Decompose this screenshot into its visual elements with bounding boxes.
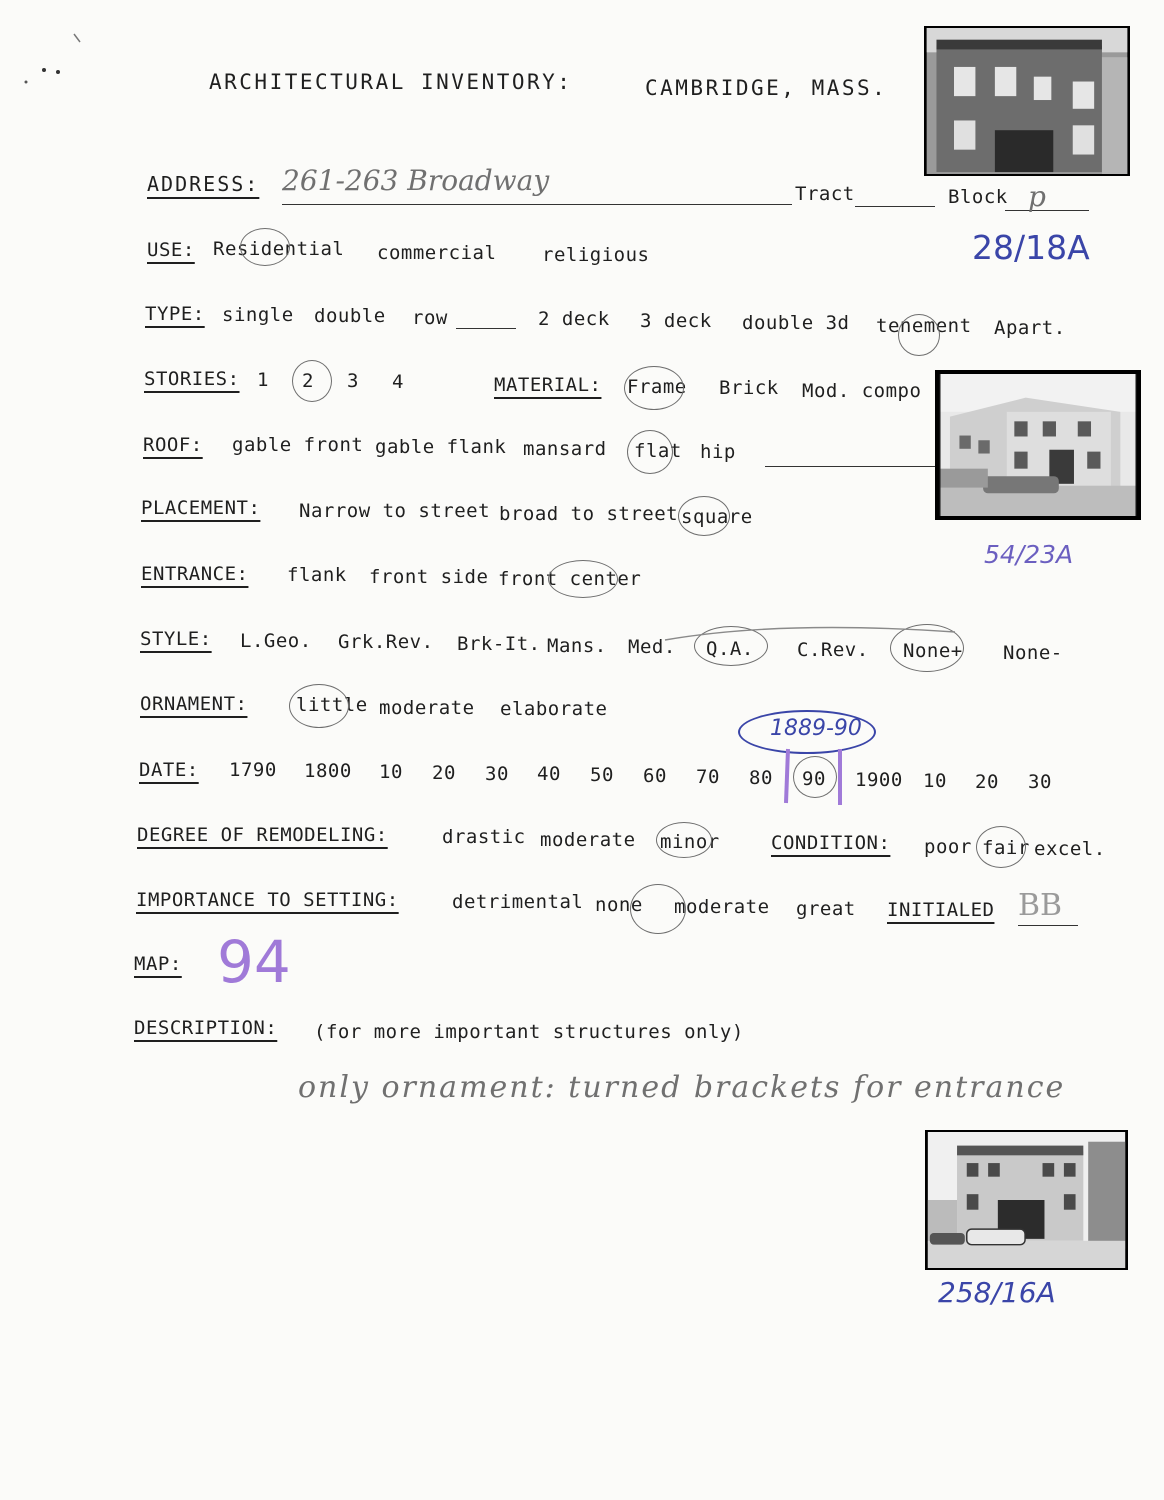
date-option-1800: 1800 — [304, 760, 352, 782]
type-row-line — [456, 328, 516, 329]
style-option-qa: Q.A. — [706, 638, 754, 660]
type-option-tenement: tenement — [876, 315, 972, 337]
type-option-apart: Apart. — [994, 317, 1066, 339]
photo-ref-3: 258/16A — [938, 1276, 1056, 1309]
date-option-60: 60 — [643, 765, 667, 787]
use-selected-mark — [240, 228, 290, 266]
block-line — [1005, 210, 1089, 211]
roof-option-mansard: mansard — [523, 438, 607, 460]
building-photo-2 — [935, 370, 1141, 520]
roof-selected-mark — [627, 430, 673, 474]
material-option-brick: Brick — [719, 377, 779, 399]
importance-option-moderate: moderate — [674, 896, 770, 918]
placement-selected-mark — [678, 496, 730, 536]
date-label: DATE: — [139, 759, 199, 781]
remodeling-option-moderate: moderate — [540, 829, 636, 851]
date-option-1910: 10 — [923, 770, 947, 792]
remodeling-option-drastic: drastic — [442, 826, 526, 848]
date-option-1790: 1790 — [229, 759, 277, 781]
placement-label: PLACEMENT: — [141, 497, 261, 519]
material-label: MATERIAL: — [494, 374, 602, 396]
style-label: STYLE: — [140, 628, 212, 650]
entrance-option-front-center: front center — [498, 568, 642, 590]
type-option-row: row — [412, 307, 448, 329]
entrance-label: ENTRANCE: — [141, 563, 249, 585]
date-option-1900: 1900 — [855, 769, 903, 791]
stories-option-2: 2 — [302, 370, 314, 392]
roof-label: ROOF: — [143, 434, 203, 456]
stories-selected-mark — [292, 360, 332, 402]
description-text: only ornament: turned brackets for entrance — [298, 1070, 1066, 1105]
importance-option-none: none — [595, 894, 643, 916]
use-option-religious: religious — [542, 244, 650, 266]
building-photo-1 — [924, 26, 1130, 176]
style-option-crev: C.Rev. — [797, 639, 869, 661]
date-purple-marks — [780, 745, 850, 807]
style-option-lgeo: L.Geo. — [240, 630, 312, 652]
form-place: CAMBRIDGE, MASS. — [645, 76, 888, 100]
placement-option-broad: broad to street — [499, 503, 679, 525]
block-value: p — [1028, 180, 1046, 213]
initialed-line — [1018, 925, 1078, 926]
photo-ref-2: 54/23A — [984, 540, 1074, 569]
use-option-residential: Residential — [213, 238, 345, 260]
style-option-mans: Mans. — [547, 635, 607, 657]
date-option-30: 30 — [485, 763, 509, 785]
material-option-mod-compo: Mod. compo — [802, 380, 922, 402]
condition-selected-mark — [976, 826, 1026, 868]
importance-label: IMPORTANCE TO SETTING: — [136, 889, 399, 911]
description-label: DESCRIPTION: — [134, 1017, 278, 1039]
roof-other-line — [765, 466, 935, 467]
description-hint: (for more important structures only) — [314, 1021, 744, 1043]
importance-option-detrimental: detrimental — [452, 891, 584, 913]
ornament-option-elaborate: elaborate — [500, 698, 608, 720]
entrance-selected-mark — [548, 560, 618, 598]
stories-label: STORIES: — [144, 368, 240, 390]
type-option-2-deck: 2 deck — [538, 308, 610, 330]
building-photo-3 — [925, 1130, 1128, 1270]
use-label: USE: — [147, 239, 195, 261]
date-option-1920: 20 — [975, 771, 999, 793]
initialed-value: BB — [1018, 888, 1063, 923]
type-option-3-deck: 3 deck — [640, 310, 712, 332]
stories-option-4: 4 — [392, 371, 404, 393]
date-option-80: 80 — [749, 767, 773, 789]
address-line — [282, 204, 792, 205]
date-option-10: 10 — [379, 761, 403, 783]
type-selected-mark — [898, 314, 940, 356]
style-option-none-minus: None- — [1003, 642, 1063, 664]
placement-option-square: square — [681, 506, 753, 528]
map-label: MAP: — [134, 953, 182, 975]
remodeling-option-minor: minor — [660, 831, 720, 853]
roof-option-gable-front: gable front — [232, 434, 364, 456]
use-option-commercial: commercial — [377, 242, 497, 264]
type-option-double: double — [314, 305, 386, 327]
type-label: TYPE: — [145, 303, 205, 325]
condition-option-excel: excel. — [1034, 838, 1106, 860]
date-note: 1889-90 — [770, 716, 862, 741]
placement-option-narrow: Narrow to street — [299, 500, 491, 522]
material-selected-mark — [624, 366, 684, 410]
ornament-label: ORNAMENT: — [140, 693, 248, 715]
address-label: ADDRESS: — [147, 172, 260, 196]
stories-option-1: 1 — [257, 369, 269, 391]
roof-option-gable-flank: gable flank — [375, 436, 507, 458]
block-label: Block — [948, 186, 1008, 208]
photo-ref-1: 28/18A — [972, 228, 1090, 267]
date-option-70: 70 — [696, 766, 720, 788]
importance-selected-mark — [630, 884, 686, 934]
type-option-single: single — [222, 304, 294, 326]
date-option-1930: 30 — [1028, 771, 1052, 793]
style-pencil-arc — [660, 618, 960, 648]
entrance-option-flank: flank — [287, 564, 347, 586]
map-value: 94 — [217, 928, 291, 996]
style-option-med: Med. — [628, 636, 676, 658]
material-option-frame: Frame — [627, 376, 687, 398]
stories-option-3: 3 — [347, 370, 359, 392]
entrance-option-front-side: front side — [369, 566, 489, 588]
date-option-50: 50 — [590, 764, 614, 786]
roof-option-flat: flat — [634, 440, 682, 462]
date-option-40: 40 — [537, 763, 561, 785]
roof-option-hip: hip — [700, 441, 736, 463]
tract-label: Tract — [795, 183, 855, 205]
style-option-grkrev: Grk.Rev. — [338, 631, 434, 653]
importance-option-great: great — [796, 898, 856, 920]
tract-line — [855, 206, 935, 207]
ornament-option-little: little — [296, 694, 368, 716]
style-option-none-plus: None+ — [903, 640, 963, 662]
condition-label: CONDITION: — [771, 832, 891, 854]
ornament-option-moderate: moderate — [379, 697, 475, 719]
type-option-double-3d: double 3d — [742, 312, 850, 334]
remodeling-selected-mark — [656, 822, 712, 858]
remodeling-label: DEGREE OF REMODELING: — [137, 824, 388, 846]
address-value: 261-263 Broadway — [282, 164, 550, 197]
ornament-selected-mark — [289, 684, 349, 728]
style-option-brkit: Brk-It. — [457, 633, 541, 655]
margin-marks — [14, 10, 94, 100]
initialed-label: INITIALED — [887, 899, 995, 921]
date-option-90: 90 — [802, 768, 826, 790]
condition-option-fair: fair — [982, 837, 1030, 859]
condition-option-poor: poor — [924, 836, 972, 858]
form-title: ARCHITECTURAL INVENTORY: — [209, 70, 573, 94]
date-option-20: 20 — [432, 762, 456, 784]
